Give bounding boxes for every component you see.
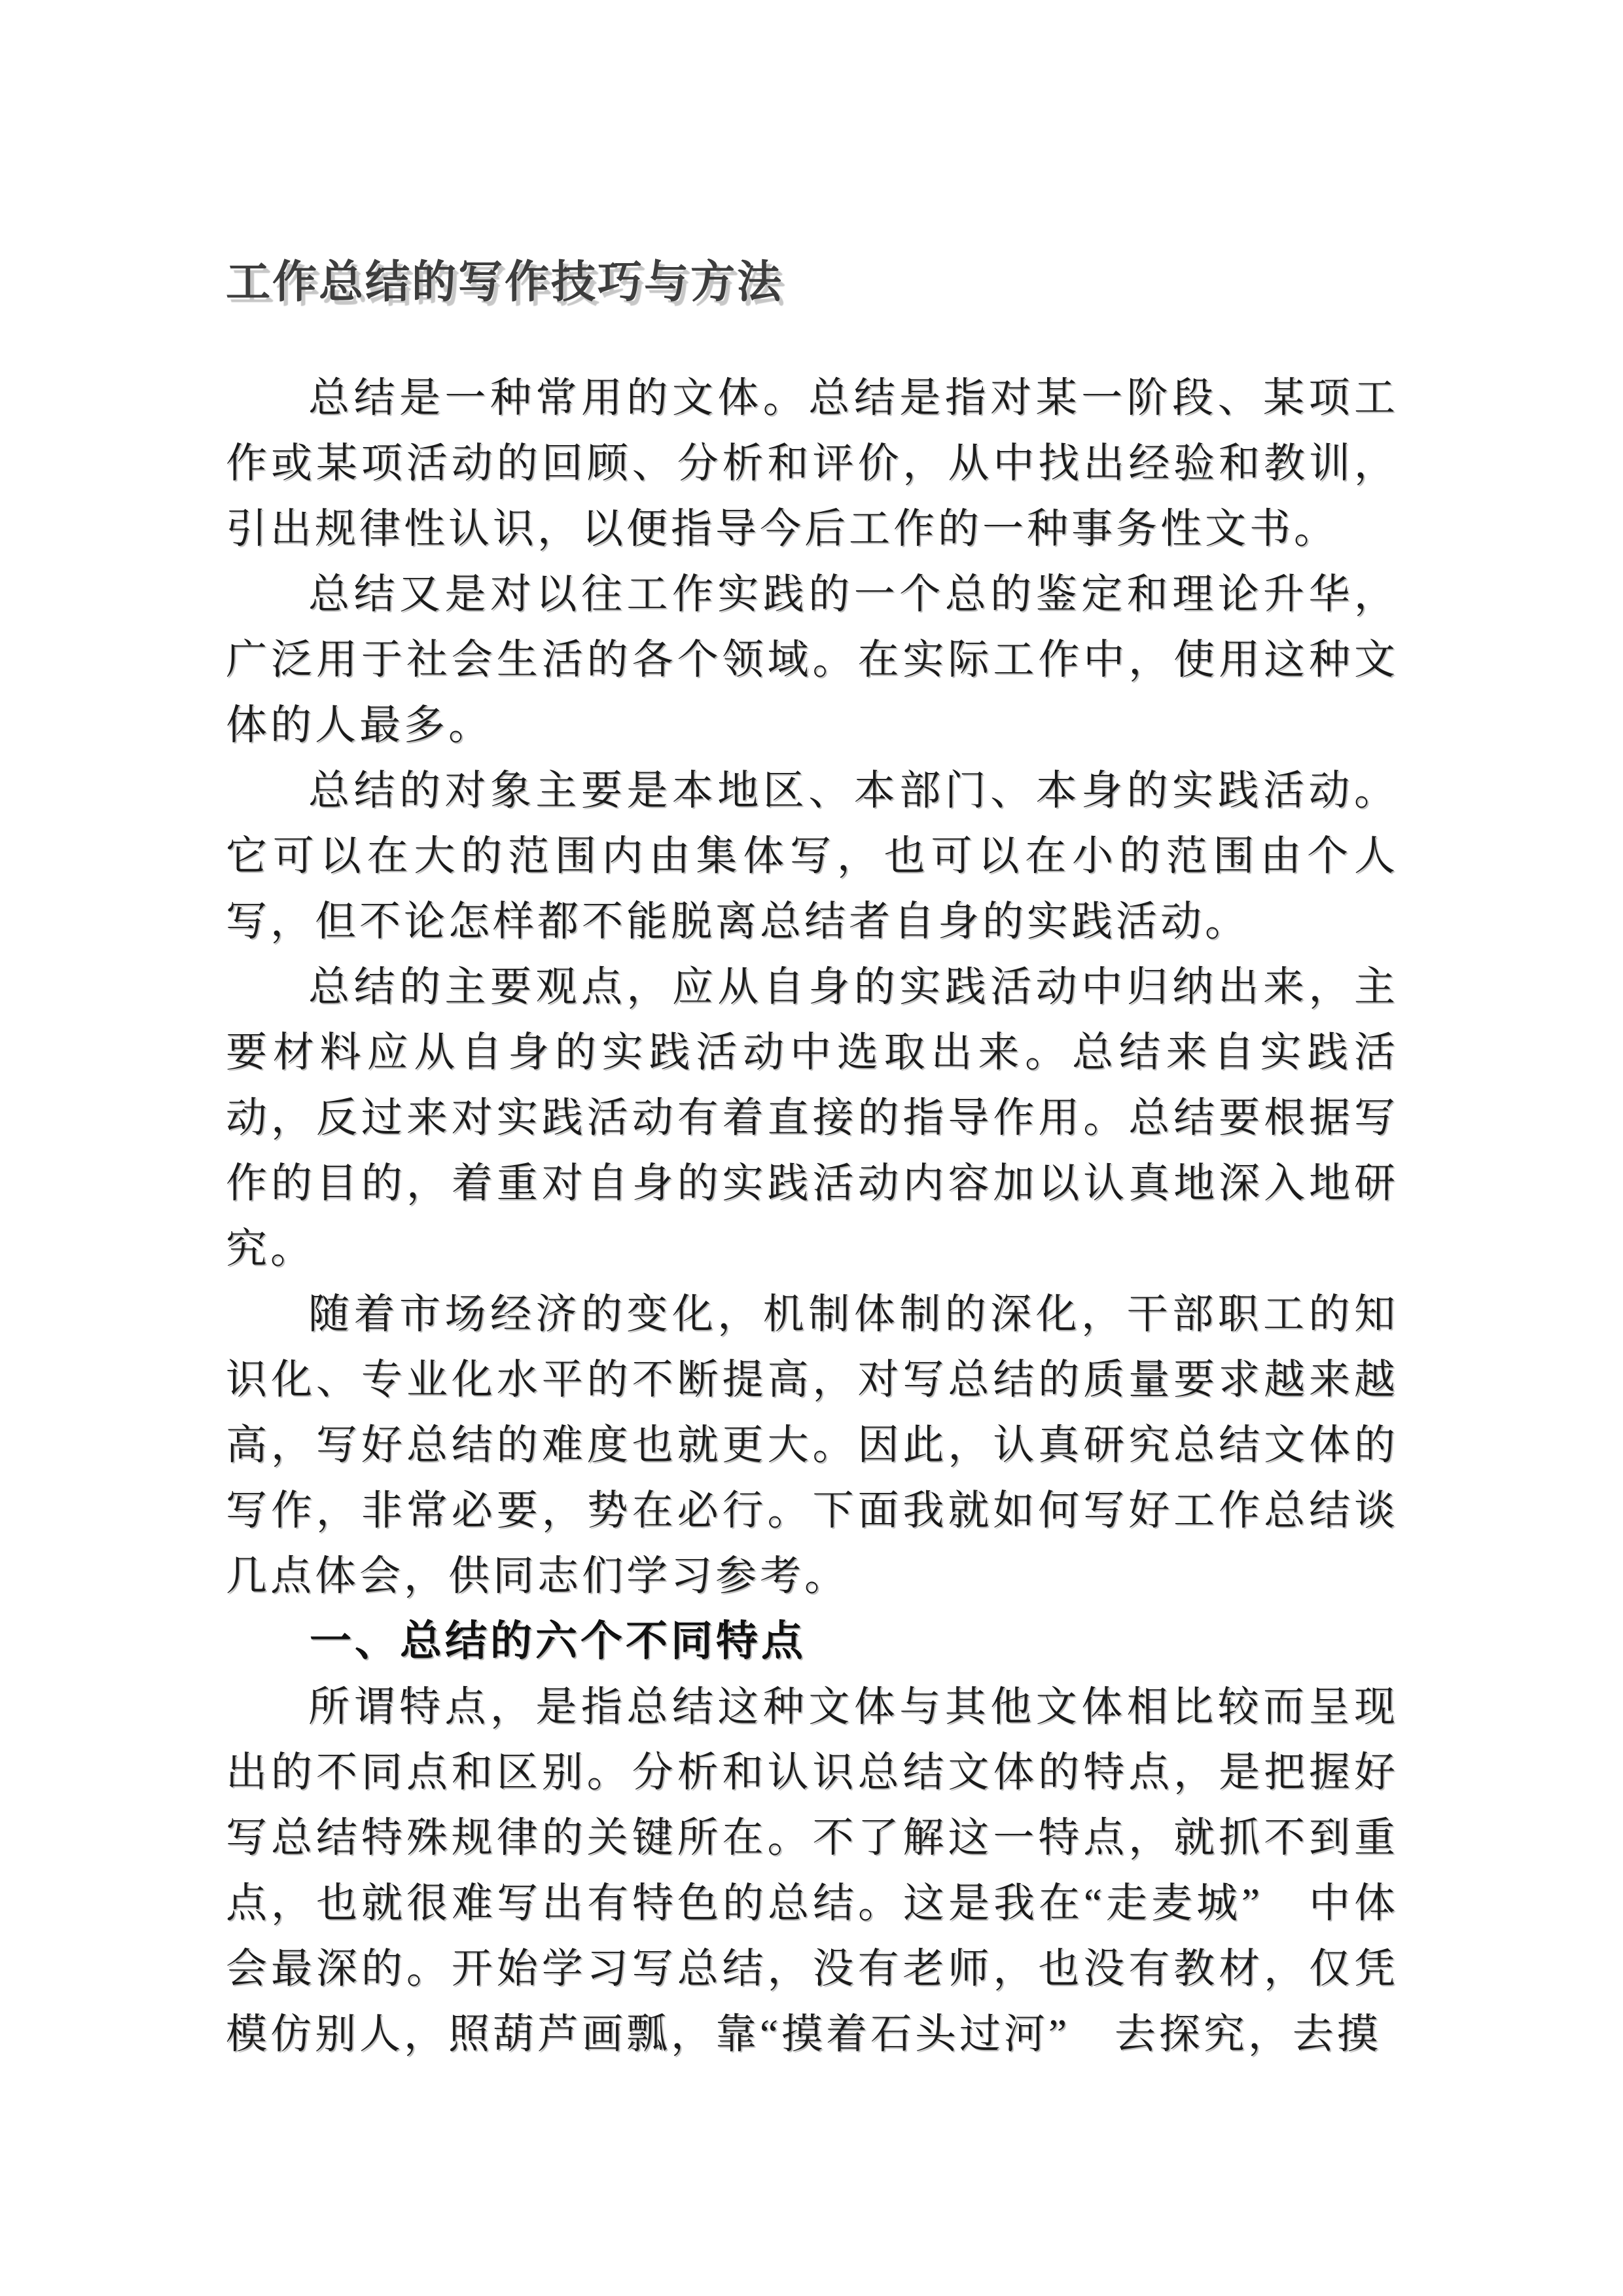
paragraph-section1-1: 所谓特点，是指总结这种文体与其他文体相比较而呈现出的不同点和区别。分析和认识总结文体的特点，是把握好写总结特殊规律的关键所在。不了解这一特点，就抓不到重点，也就很难写出有特色的总结。这是我在“走麦城” 中体会最深的。开始学习写总结，没有老师，也没有教材，仅凭模仿别人，照葫芦画瓢，靠“摸着石头过河” 去探究，去摸: [226, 1684, 1399, 2057]
document-title: 工作总结的写作技巧与方法: [226, 257, 784, 307]
section-heading-1: 一、总结的六个不同特点: [310, 1618, 806, 1664]
document-content: [226, 257, 1399, 2067]
paragraph-intro-5: 随着市场经济的变化，机制体制的深化，干部职工的知识化、专业化水平的不断提高，对写总结的质量要求越来越高，写好总结的难度也就更大。因此，认真研究总结文体的写作，非常必要，势在必行。下面我就如何写好工作总结谈几点体会，供同志们学习参考。: [226, 1291, 1399, 1599]
paragraph-intro-1: 总结是一种常用的文体。总结是指对某一阶段、某项工作或某项活动的回顾、分析和评价，从中找出经验和教训，引出规律性认识，以便指导今后工作的一种事务性文书。: [226, 375, 1399, 552]
paragraph-intro-4: 总结的主要观点，应从自身的实践活动中归纳出来，主要材料应从自身的实践活动中选取出来。总结来自实践活动，反过来对实践活动有着直接的指导作用。总结要根据写作的目的，着重对自身的实践活动内容加以认真地深入地研究。: [226, 964, 1399, 1272]
paragraph-intro-2: 总结又是对以往工作实践的一个总的鉴定和理论升华，广泛用于社会生活的各个领域。在实际工作中，使用这种文体的人最多。: [226, 571, 1399, 748]
paragraph-intro-3: 总结的对象主要是本地区、本部门、本身的实践活动。它可以在大的范围内由集体写，也可以在小的范围由个人写，但不论怎样都不能脱离总结者自身的实践活动。: [226, 768, 1399, 944]
